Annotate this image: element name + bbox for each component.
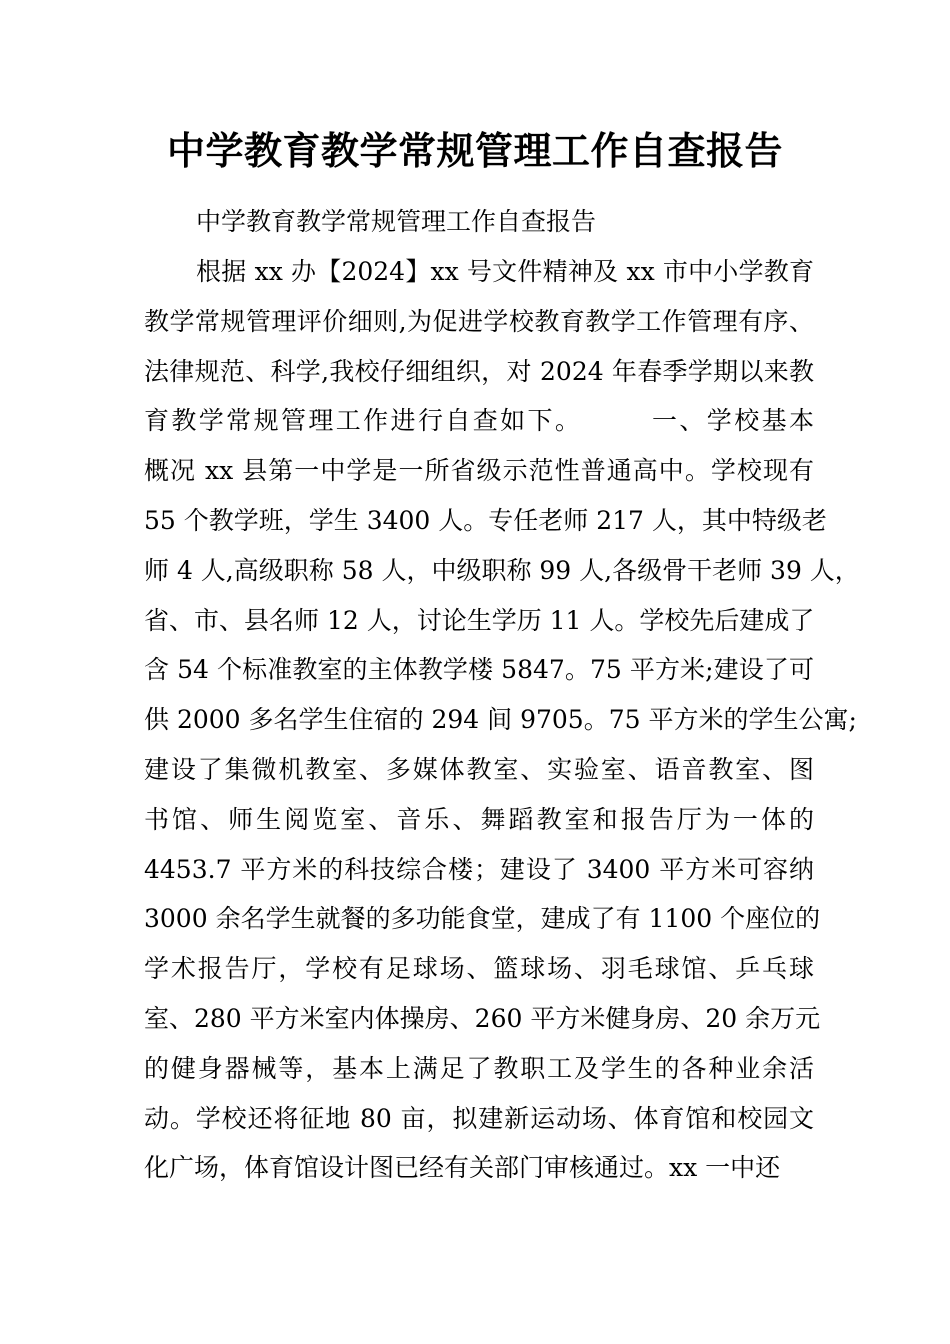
body-line: 4453.7 平方米的科技综合楼；建设了 3400 平方米可容纳 [144, 854, 814, 884]
body-line: 育教学常规管理工作进行自查如下。 一、学校基本 [144, 406, 814, 436]
document-title: 中学教育教学常规管理工作自查报告 [166, 128, 783, 173]
body-line: 根据 xx 办【2024】xx 号文件精神及 xx 市中小学教育 [196, 257, 814, 286]
body-line: 学术报告厅，学校有足球场、篮球场、羽毛球馆、乒乓球 [144, 954, 814, 984]
body-line: 书馆、师生阅览室、音乐、舞蹈教室和报告厅为一体的 [144, 804, 814, 834]
body-line: 省、市、县名师 12 人，讨论生学历 11 人。学校先后建成了 [144, 605, 815, 635]
body-line: 3000 余名学生就餐的多功能食堂，建成了有 1100 个座位的 [144, 904, 821, 934]
body-line: 建设了集微机教室、多媒体教室、实验室、语音教室、图 [144, 754, 814, 784]
body-line: 教学常规管理评价细则,为促进学校教育教学工作管理有序、 [144, 306, 814, 336]
body-line: 室、280 平方米室内体操房、260 平方米健身房、20 余万元 [144, 1003, 821, 1033]
body-line: 师 4 人,高级职称 58 人，中级职称 99 人,各级骨干老师 39 人， [144, 555, 860, 585]
document-subtitle: 中学教育教学常规管理工作自查报告 [196, 207, 597, 236]
body-line: 概况 xx 县第一中学是一所省级示范性普通高中。学校现有 [144, 456, 814, 486]
body-line: 化广场，体育馆设计图已经有关部门审核通过。xx 一中还 [144, 1153, 781, 1183]
body-line: 动。学校还将征地 80 亩，拟建新运动场、体育馆和校园文 [144, 1103, 814, 1133]
body-line: 含 54 个标准教室的主体教学楼 5847。75 平方米;建设了可 [144, 655, 814, 685]
body-line: 的健身器械等，基本上满足了教职工及学生的各种业余活 [144, 1053, 814, 1083]
body-line: 法律规范、科学,我校仔细组织，对 2024 年春季学期以来教 [144, 356, 814, 386]
body-line: 供 2000 多名学生住宿的 294 间 9705。75 平方米的学生公寓; [144, 705, 857, 735]
body-line: 55 个教学班，学生 3400 人。专任老师 217 人，其中特级老 [144, 505, 827, 535]
document-body [144, 252, 860, 1198]
